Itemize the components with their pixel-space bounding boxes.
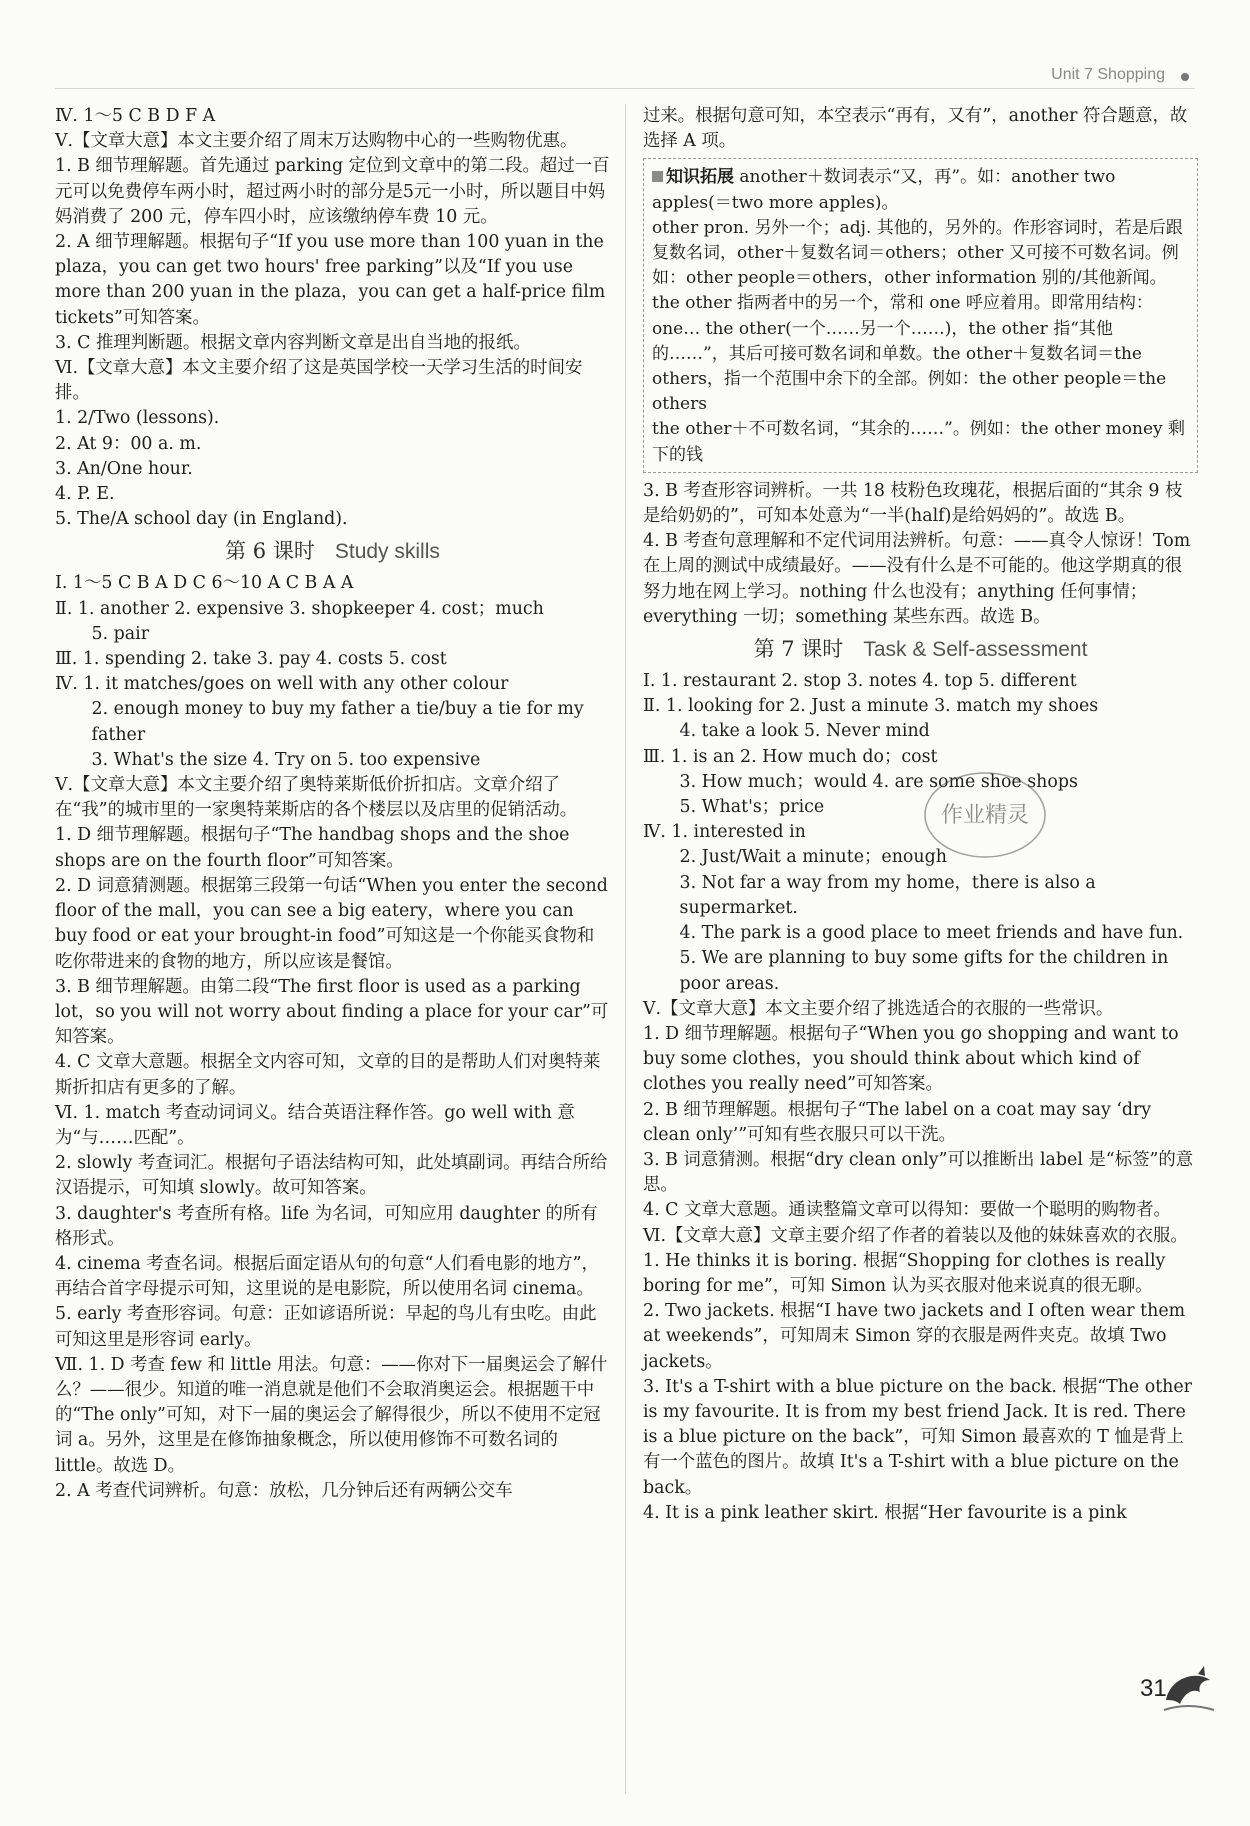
lesson-7-en: Task & Self-assessment <box>863 638 1088 662</box>
answer-line: 5. pair <box>91 623 150 644</box>
lesson-6-cn: 第 6 课时 <box>225 539 315 564</box>
answer-line: Ⅲ. 1. spending 2. take 3. pay 4. costs 5. cost <box>55 649 447 670</box>
answer-line: Ⅴ.【文章大意】本文主要介绍了奥特莱斯低价折扣店。文章介绍了在“我”的城市里的一家奥特莱斯店的各个楼层以及店里的促销活动。 <box>55 775 578 821</box>
answer-line: 2. D 词意猜测题。根据第三段第一句话“When you enter the second floor of the mall，you can see a big eatery，where you can buy food or eat your brought-in food”可知这是一个你能买食物和吃你带进来的食物的地方，所以应该是餐馆。 <box>55 875 608 972</box>
box-line: other pron. 另外一个；adj. 其他的，另外的。作形容词时，若是后跟复数名词，other＋复数名词＝others；other 又可接不可数名词。例如：other people＝others，other information 别的/其他新闻。 <box>652 217 1183 289</box>
answer-line: Ⅰ. 1. restaurant 2. stop 3. notes 4. top 5. different <box>643 671 1077 692</box>
answer-line: 2. A 考查代词辨析。句意：放松，几分钟后还有两辆公交车 <box>55 1480 513 1501</box>
answer-line: 1. D 细节理解题。根据句子“The handbag shops and the shoe shops are on the fourth floor”可知答案。 <box>55 825 570 871</box>
answer-line: Ⅱ. 1. another 2. expensive 3. shopkeeper 4. cost；much <box>55 598 544 619</box>
answer-line: Ⅳ. 1. interested in <box>643 822 806 843</box>
answer-line: 3. B 细节理解题。由第二段“The first floor is used as a parking lot，so you will not worry about finding a place for your car”可知答案。 <box>55 976 609 1048</box>
answer-line: 4. C 文章大意题。通读整篇文章可以得知：要做一个聪明的购物者。 <box>643 1200 1171 1221</box>
answer-line: 3. B 考查形容词辨析。一共 18 枝粉色玫瑰花，根据后面的“其余 9 枝是给奶奶的”，可知本处意为“一半(half)是给妈妈的”。故选 B。 <box>643 480 1183 527</box>
stamp-text: 作业精灵 <box>940 803 1030 828</box>
lesson-7-cn: 第 7 课时 <box>753 637 844 662</box>
box-line <box>652 165 1189 215</box>
answer-line: Ⅴ.【文章大意】本文主要介绍了挑选适合的衣服的一些常识。 <box>643 998 1114 1019</box>
lesson-7-heading <box>643 632 1198 667</box>
answer-line: 3. B 词意猜测。根据“dry clean only”可以推断出 label 是“标签”的意思。 <box>643 1149 1194 1196</box>
answer-line: 2. Two jackets. 根据“I have two jackets and I often wear them at weekends”，可知周末 Simon 穿的衣服是两件夹克。故填 Two jackets。 <box>643 1301 1186 1372</box>
answer-line: 3. What's the size 4. Try on 5. too expensive <box>91 749 481 770</box>
answer-line: 4. P. E. <box>55 484 115 505</box>
answer-line: 1. B 细节理解题。首先通过 parking 定位到文章中的第二段。超过一百元可以免费停车两小时，超过两小时的部分是5元一小时，所以题目中妈妈消费了 200 元，停车四小时，应该缴纳停车费 10 元。 <box>55 156 610 227</box>
answer-line: Ⅶ. 1. D 考查 few 和 little 用法。句意：——你对下一届奥运会了解什么？——很少。知道的唯一消息就是他们不会取消奥运会。根据题干中的“The only”可知，对下一届的奥运会了解得很少，所以不使用不定冠词 a。另外，这里是在修饰抽象概念，所以使用修饰不可数名词的 little。故选 D。 <box>55 1354 608 1476</box>
unit-label: Unit 7 Shopping <box>1051 66 1165 83</box>
answer-line: Ⅵ.【文章大意】文章主要介绍了作者的着装以及他的妹妹喜欢的衣服。 <box>643 1225 1188 1246</box>
answer-line: 3. C 推理判断题。根据文章内容判断文章是出自当地的报纸。 <box>55 332 531 353</box>
answer-line: 3. Not far a way from my home，there is also a supermarket. <box>679 872 1096 918</box>
page-number: 31 <box>1140 1675 1167 1702</box>
answer-line: 1. D 细节理解题。根据句子“When you go shopping and want to buy some clothes，you should think about which kind of clothes you really need”可知答案。 <box>643 1023 1179 1095</box>
dolphin-logo-icon <box>1158 1660 1218 1720</box>
box-line: the other 指两者中的另一个，常和 one 呼应着用。即常用结构：one… the other(一个……另一个……)，the other 指“其他的……”，其后可接可数名词和单数。the other＋复数名词＝the others，指一个范围中余下的全部。例如：the other people＝the others <box>652 293 1167 415</box>
answer-line: 过来。根据句意可知，本空表示“再有，又有”，another 符合题意，故选择 A 项。 <box>643 106 1188 152</box>
box-line: the other＋不可数名词，“其余的……”。例如：the other money 剩下的钱 <box>652 419 1186 465</box>
answer-line: 3. It's a T-shirt with a blue picture on the back. 根据“The other is my favourite. It is from my best friend Jack. It is red. There is a blue picture on the back”，可知 Simon 最喜欢的 T 恤是背上有一个蓝色的图片。故填 It's a T-shirt with a blue picture on the back。 <box>643 1376 1192 1498</box>
bullet-icon <box>1181 73 1189 81</box>
answer-line: 2. B 细节理解题。根据句子“The label on a coat may say ‘dry clean only’”可知有些衣服只可以干洗。 <box>643 1099 1152 1145</box>
answer-line: 2. slowly 考查词汇。根据句子语法结构可知，此处填副词。再结合所给汉语提示，可知填 slowly。故可知答案。 <box>55 1153 608 1199</box>
answer-line: 4. cinema 考查名词。根据后面定语从句的句意“人们看电影的地方”，再结合首字母提示可知，这里说的是电影院，所以使用名词 cinema。 <box>55 1253 599 1300</box>
answer-line: 5. We are planning to buy some gifts for the children in poor areas. <box>679 948 1169 994</box>
answer-line: 4. The park is a good place to meet friends and have fun. <box>679 923 1184 944</box>
answer-line: Ⅴ.【文章大意】本文主要介绍了周末万达购物中心的一些购物优惠。 <box>55 131 578 152</box>
answer-line: 1. 2/Two (lessons). <box>55 408 220 429</box>
answer-line: Ⅵ.【文章大意】本文主要介绍了这是英国学校一天学习生活的时间安排。 <box>55 358 583 404</box>
answer-line: 3. daughter's 考查所有格。life 为名词，可知应用 daughter 的所有格形式。 <box>55 1203 598 1249</box>
stamp-logo <box>915 760 1055 870</box>
answer-line: 3. An/One hour. <box>55 458 193 479</box>
answer-line: Ⅳ. 1～5 C B D F A <box>55 106 216 126</box>
answer-line: Ⅲ. 1. is an 2. How much do；cost <box>643 746 938 767</box>
answer-line: 3. How much；would 4. are some shoe shops <box>679 771 1078 792</box>
answer-line: 5. The/A school day (in England). <box>55 509 348 530</box>
answer-line: 2. A 细节理解题。根据句子“If you use more than 100 yuan in the plaza，you can get two hours' free parking”以及“If you use more than 200 yuan in the plaza，you can get a half-price film tickets”可知答案。 <box>55 232 606 328</box>
lesson-6-heading <box>55 534 610 569</box>
answer-line: Ⅰ. 1～5 C B A D C 6～10 A C B A A <box>55 573 354 594</box>
answer-line: Ⅵ. 1. match 考查动词词义。结合英语注释作答。go well with 意为“与……匹配”。 <box>55 1102 575 1148</box>
answer-line: 2. At 9：00 a. m. <box>55 433 202 454</box>
answer-line: 4. B 考查句意理解和不定代词用法辨析。句意：——真令人惊讶！Tom 在上周的测试中成绩最好。——没有什么是不可能的。他这学期真的很努力地在网上学习。nothing 什么也没有；anything 任何事情；everything 一切；something 某些东西。故选 B。 <box>643 531 1191 627</box>
box-title: 知识拓展 <box>666 167 734 188</box>
column-divider <box>625 104 626 1794</box>
left-column <box>55 104 610 1504</box>
answer-line: 4. C 文章大意题。根据全文内容可知，文章的目的是帮助人们对奥特莱斯折扣店有更多的了解。 <box>55 1052 601 1098</box>
answer-line: 2. enough money to buy my father a tie/buy a tie for my father <box>91 699 584 745</box>
square-icon <box>652 171 663 182</box>
answer-line: 5. early 考查形容词。句意：正如谚语所说：早起的鸟儿有虫吃。由此可知这里是形容词 early。 <box>55 1304 597 1350</box>
answer-line: 1. He thinks it is boring. 根据“Shopping for clothes is really boring for me”，可知 Simon 认为买衣服对他来说真的很无聊。 <box>643 1250 1166 1296</box>
answer-line: Ⅱ. 1. looking for 2. Just a minute 3. match my shoes <box>643 696 1099 717</box>
answer-line: 4. It is a pink leather skirt. 根据“Her favourite is a pink <box>643 1502 1127 1523</box>
answer-line: 4. take a look 5. Never mind <box>679 721 930 742</box>
answer-line: Ⅳ. 1. it matches/goes on well with any other colour <box>55 674 509 695</box>
answer-line: 2. Just/Wait a minute；enough <box>679 847 947 868</box>
page-header <box>55 58 1195 89</box>
lesson-6-en: Study skills <box>334 540 440 564</box>
answer-line: 5. What's；price <box>679 797 825 818</box>
box-first-line: another＋数词表示“又，再”。如：another two apples(＝two more apples)。 <box>652 167 1116 213</box>
knowledge-box <box>643 158 1198 472</box>
